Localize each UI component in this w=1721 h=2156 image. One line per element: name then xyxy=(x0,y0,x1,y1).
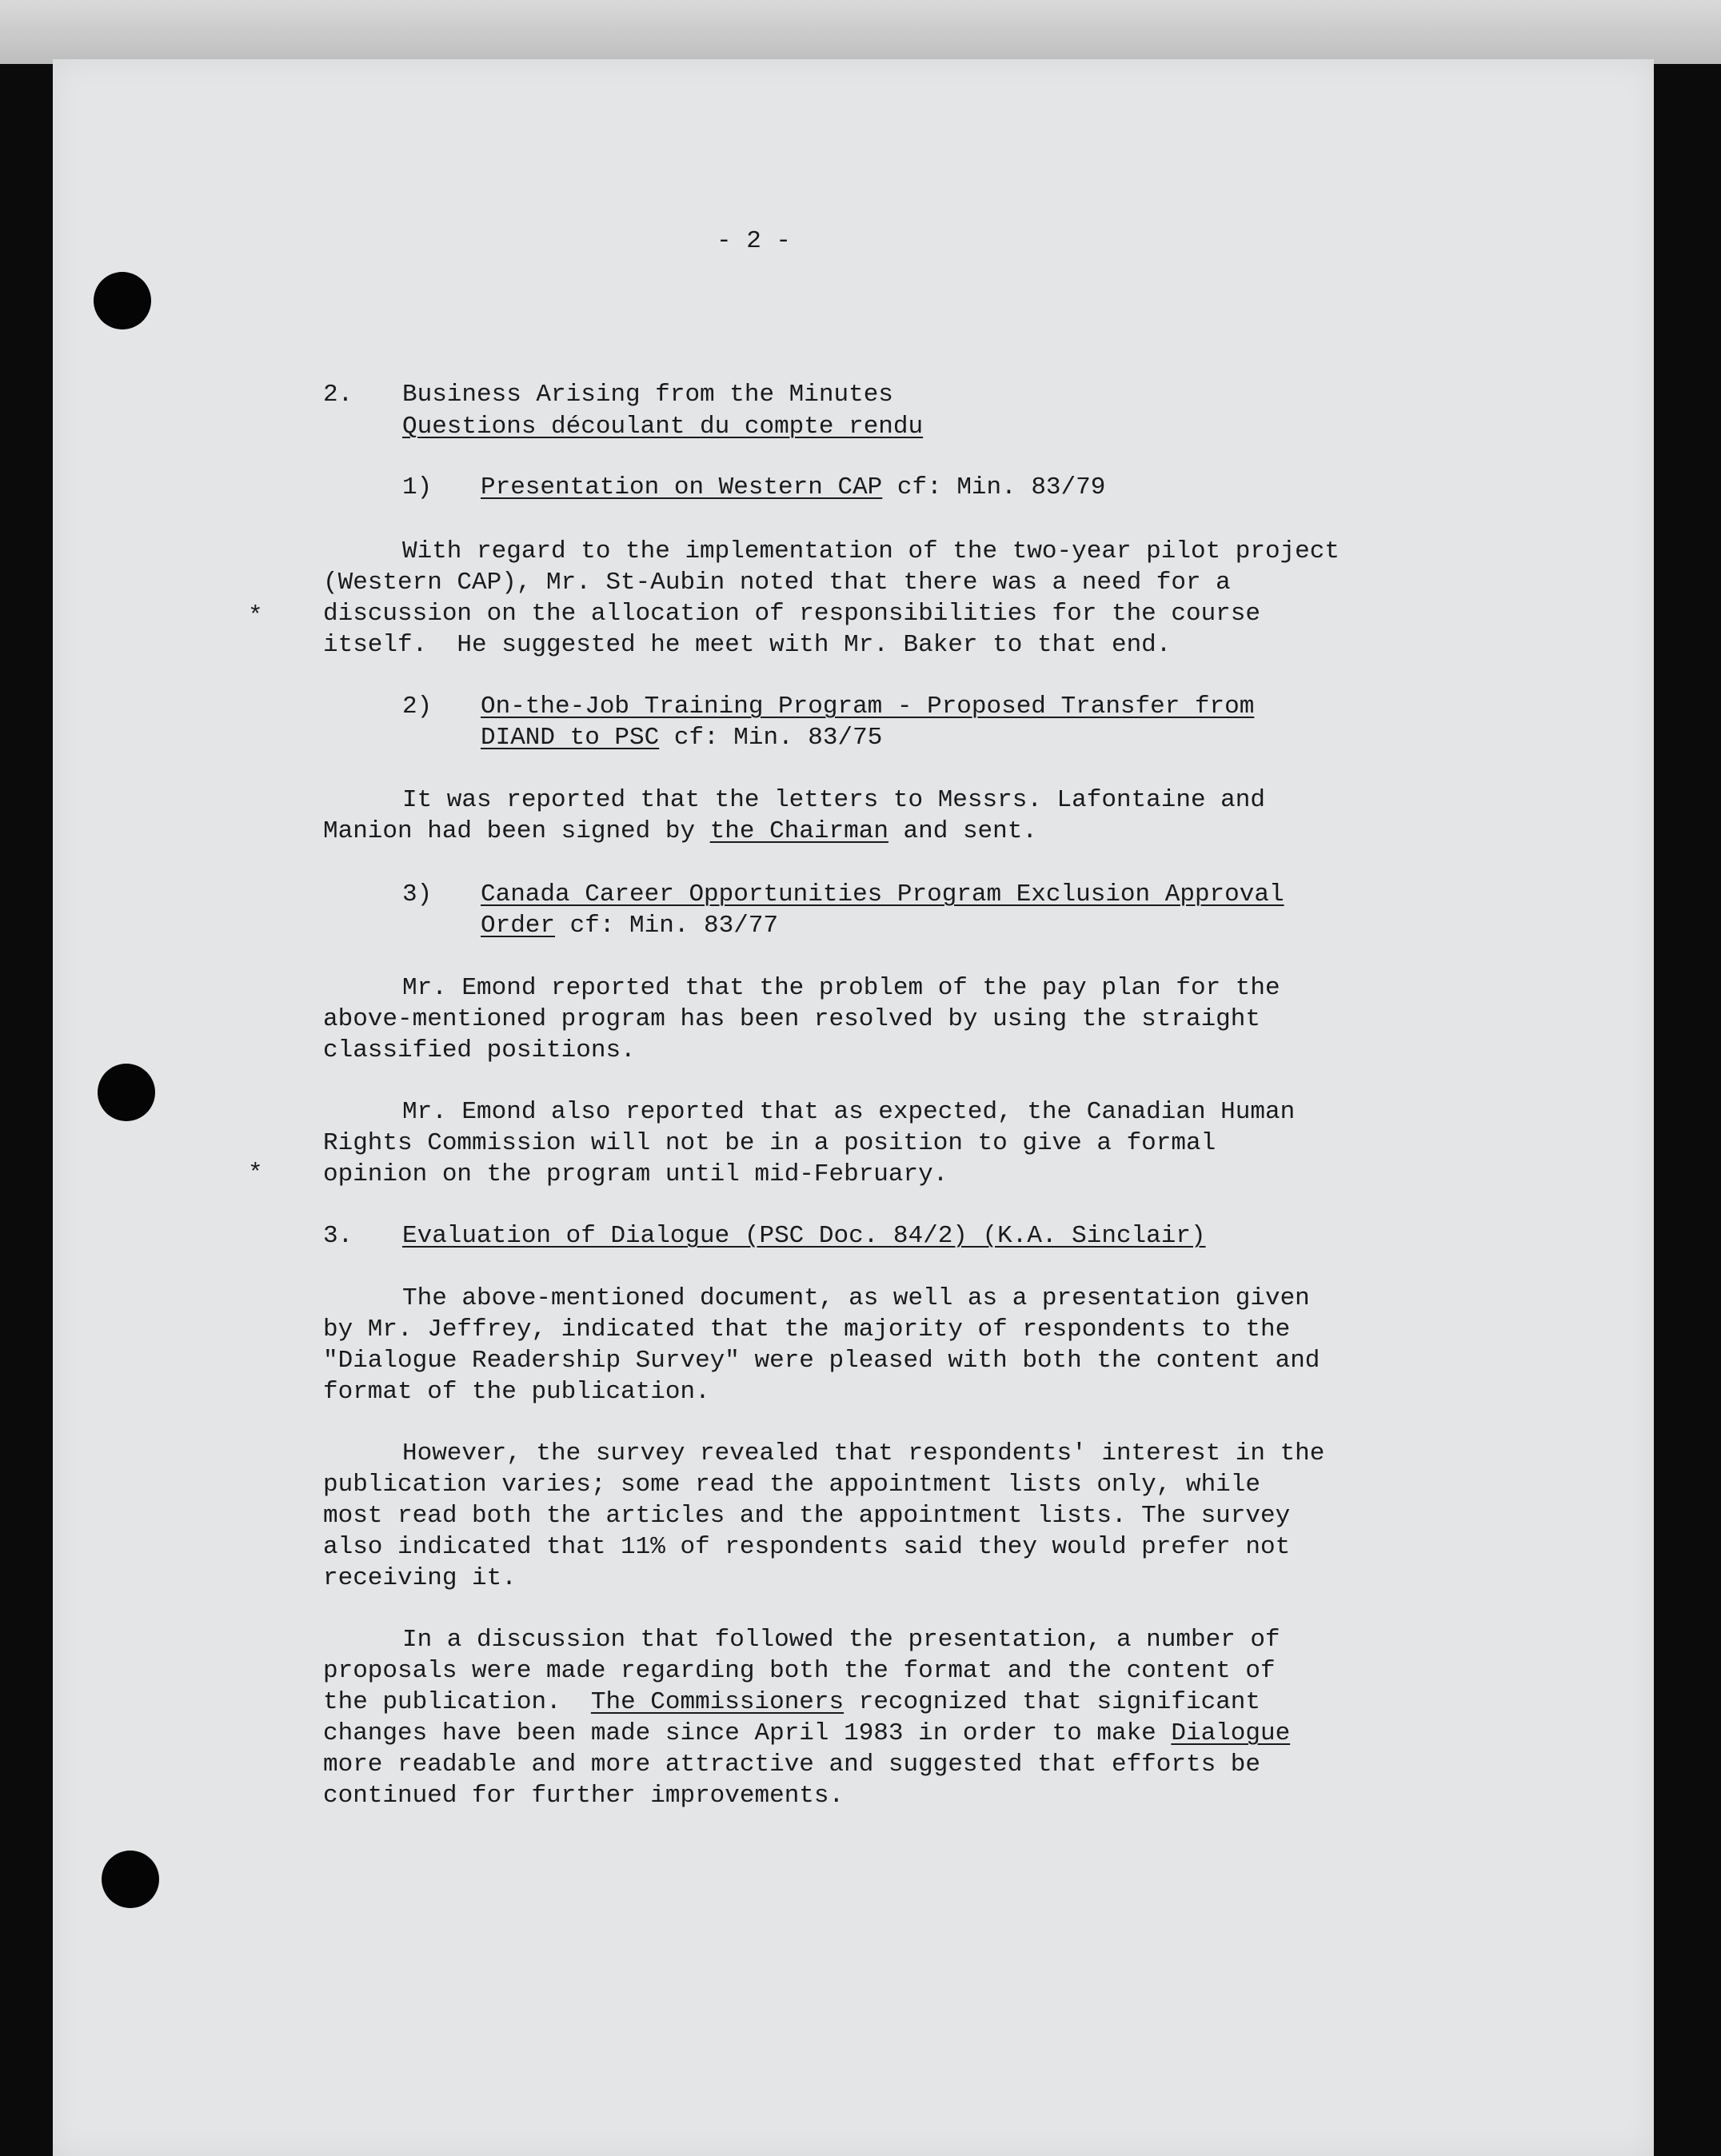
item-3-para1-line: Mr. Emond reported that the problem of the pay plan for the xyxy=(402,974,1280,1002)
the-chairman: the Chairman xyxy=(709,817,888,845)
section-3-para1-line: The above-mentioned document, as well as a presentation given xyxy=(402,1284,1310,1312)
section-3-para2-line: also indicated that 11% of respondents said they would prefer not xyxy=(323,1533,1291,1561)
item-2-body-line: It was reported that the letters to Messrs. Lafontaine and xyxy=(402,786,1265,814)
section-3-para1-line: format of the publication. xyxy=(323,1378,710,1406)
section-3-para2-line: receiving it. xyxy=(323,1564,517,1592)
item-3-para2-line: Rights Commission will not be in a position to give a formal xyxy=(323,1129,1216,1157)
section-2-title-en: Business Arising from the Minutes xyxy=(402,381,893,409)
the-commissioners: The Commissioners xyxy=(590,1688,845,1716)
item-2-ref: cf: Min. 83/75 xyxy=(673,724,883,752)
section-3-para3-line: In a discussion that followed the presentation, a number of xyxy=(402,1626,1280,1654)
item-2-body-line xyxy=(323,816,1037,847)
item-2-heading-line2 xyxy=(481,722,882,753)
margin-asterisk: * xyxy=(248,602,263,630)
item-1-number: 1) xyxy=(402,473,433,501)
section-3-para1-line: "Dialogue Readership Survey" were pleased with both the content and xyxy=(323,1347,1320,1375)
punch-hole-top xyxy=(94,272,151,329)
item-1-body-line: (Western CAP), Mr. St-Aubin noted that there was a need for a xyxy=(323,569,1231,597)
para3-text: changes have been made since April 1983 in order to make xyxy=(323,1719,1172,1747)
item-1-title: Presentation on Western CAP xyxy=(481,473,883,501)
section-2-title-fr: Questions découlant du compte rendu xyxy=(402,413,924,441)
item-3-para1-line: above-mentioned program has been resolved by using the straight xyxy=(323,1005,1260,1033)
section-3-title: Evaluation of Dialogue (PSC Doc. 84/2) (K.A. Sinclair) xyxy=(402,1222,1206,1250)
section-3-para2-line: However, the survey revealed that respondents' interest in the xyxy=(402,1439,1325,1467)
item-1-body-line: itself. He suggested he meet with Mr. Baker to that end. xyxy=(323,631,1172,659)
punch-hole-bottom xyxy=(102,1851,159,1908)
section-3-para1-line: by Mr. Jeffrey, indicated that the majority of respondents to the xyxy=(323,1316,1291,1344)
scanner-background xyxy=(0,0,1721,64)
para3-text: recognized that significant xyxy=(844,1688,1261,1716)
section-3-number: 3. xyxy=(323,1222,353,1250)
section-3-para3-line: continued for further improvements. xyxy=(323,1782,845,1810)
item-2-title-line1: On-the-Job Training Program - Proposed Transfer from xyxy=(481,693,1255,721)
section-3-para2-line: publication varies; some read the appointment lists only, while xyxy=(323,1471,1260,1499)
item-3-para2-line: Mr. Emond also reported that as expected, the Canadian Human xyxy=(402,1098,1296,1126)
document-page xyxy=(53,59,1654,2156)
margin-asterisk: * xyxy=(248,1160,263,1188)
item-1-body-line: With regard to the implementation of the two-year pilot project xyxy=(402,537,1340,565)
para3-text: the publication. xyxy=(323,1688,591,1716)
dialogue-title: Dialogue xyxy=(1171,1719,1291,1747)
item-1-ref: cf: Min. 83/79 xyxy=(896,473,1106,501)
page-number: - 2 - xyxy=(717,227,792,255)
section-3-para3-line xyxy=(323,1718,1290,1749)
item-1-heading xyxy=(481,472,1105,503)
item-2-body-text: and sent. xyxy=(888,817,1037,845)
section-3-para3-line: more readable and more attractive and suggested that efforts be xyxy=(323,1751,1260,1779)
section-2-number: 2. xyxy=(323,381,353,409)
item-2-title-line2: DIAND to PSC xyxy=(481,724,660,752)
item-3-title-line2: Order xyxy=(481,912,556,940)
item-1-body-line: discussion on the allocation of responsibilities for the course xyxy=(323,600,1260,628)
item-2-body-text: Manion had been signed by xyxy=(323,817,710,845)
section-3-para3-line xyxy=(323,1687,1260,1718)
item-3-para2-line: opinion on the program until mid-February. xyxy=(323,1160,948,1188)
punch-hole-middle xyxy=(98,1064,155,1121)
section-3-para2-line: most read both the articles and the appointment lists. The survey xyxy=(323,1502,1291,1530)
item-3-title-line1: Canada Career Opportunities Program Exclusion Approval xyxy=(481,880,1284,908)
item-3-number: 3) xyxy=(402,880,433,908)
item-2-number: 2) xyxy=(402,693,433,721)
item-3-para1-line: classified positions. xyxy=(323,1036,636,1064)
item-3-heading-line2 xyxy=(481,910,778,941)
item-3-ref: cf: Min. 83/77 xyxy=(569,912,779,940)
section-3-para3-line: proposals were made regarding both the format and the content of xyxy=(323,1657,1276,1685)
